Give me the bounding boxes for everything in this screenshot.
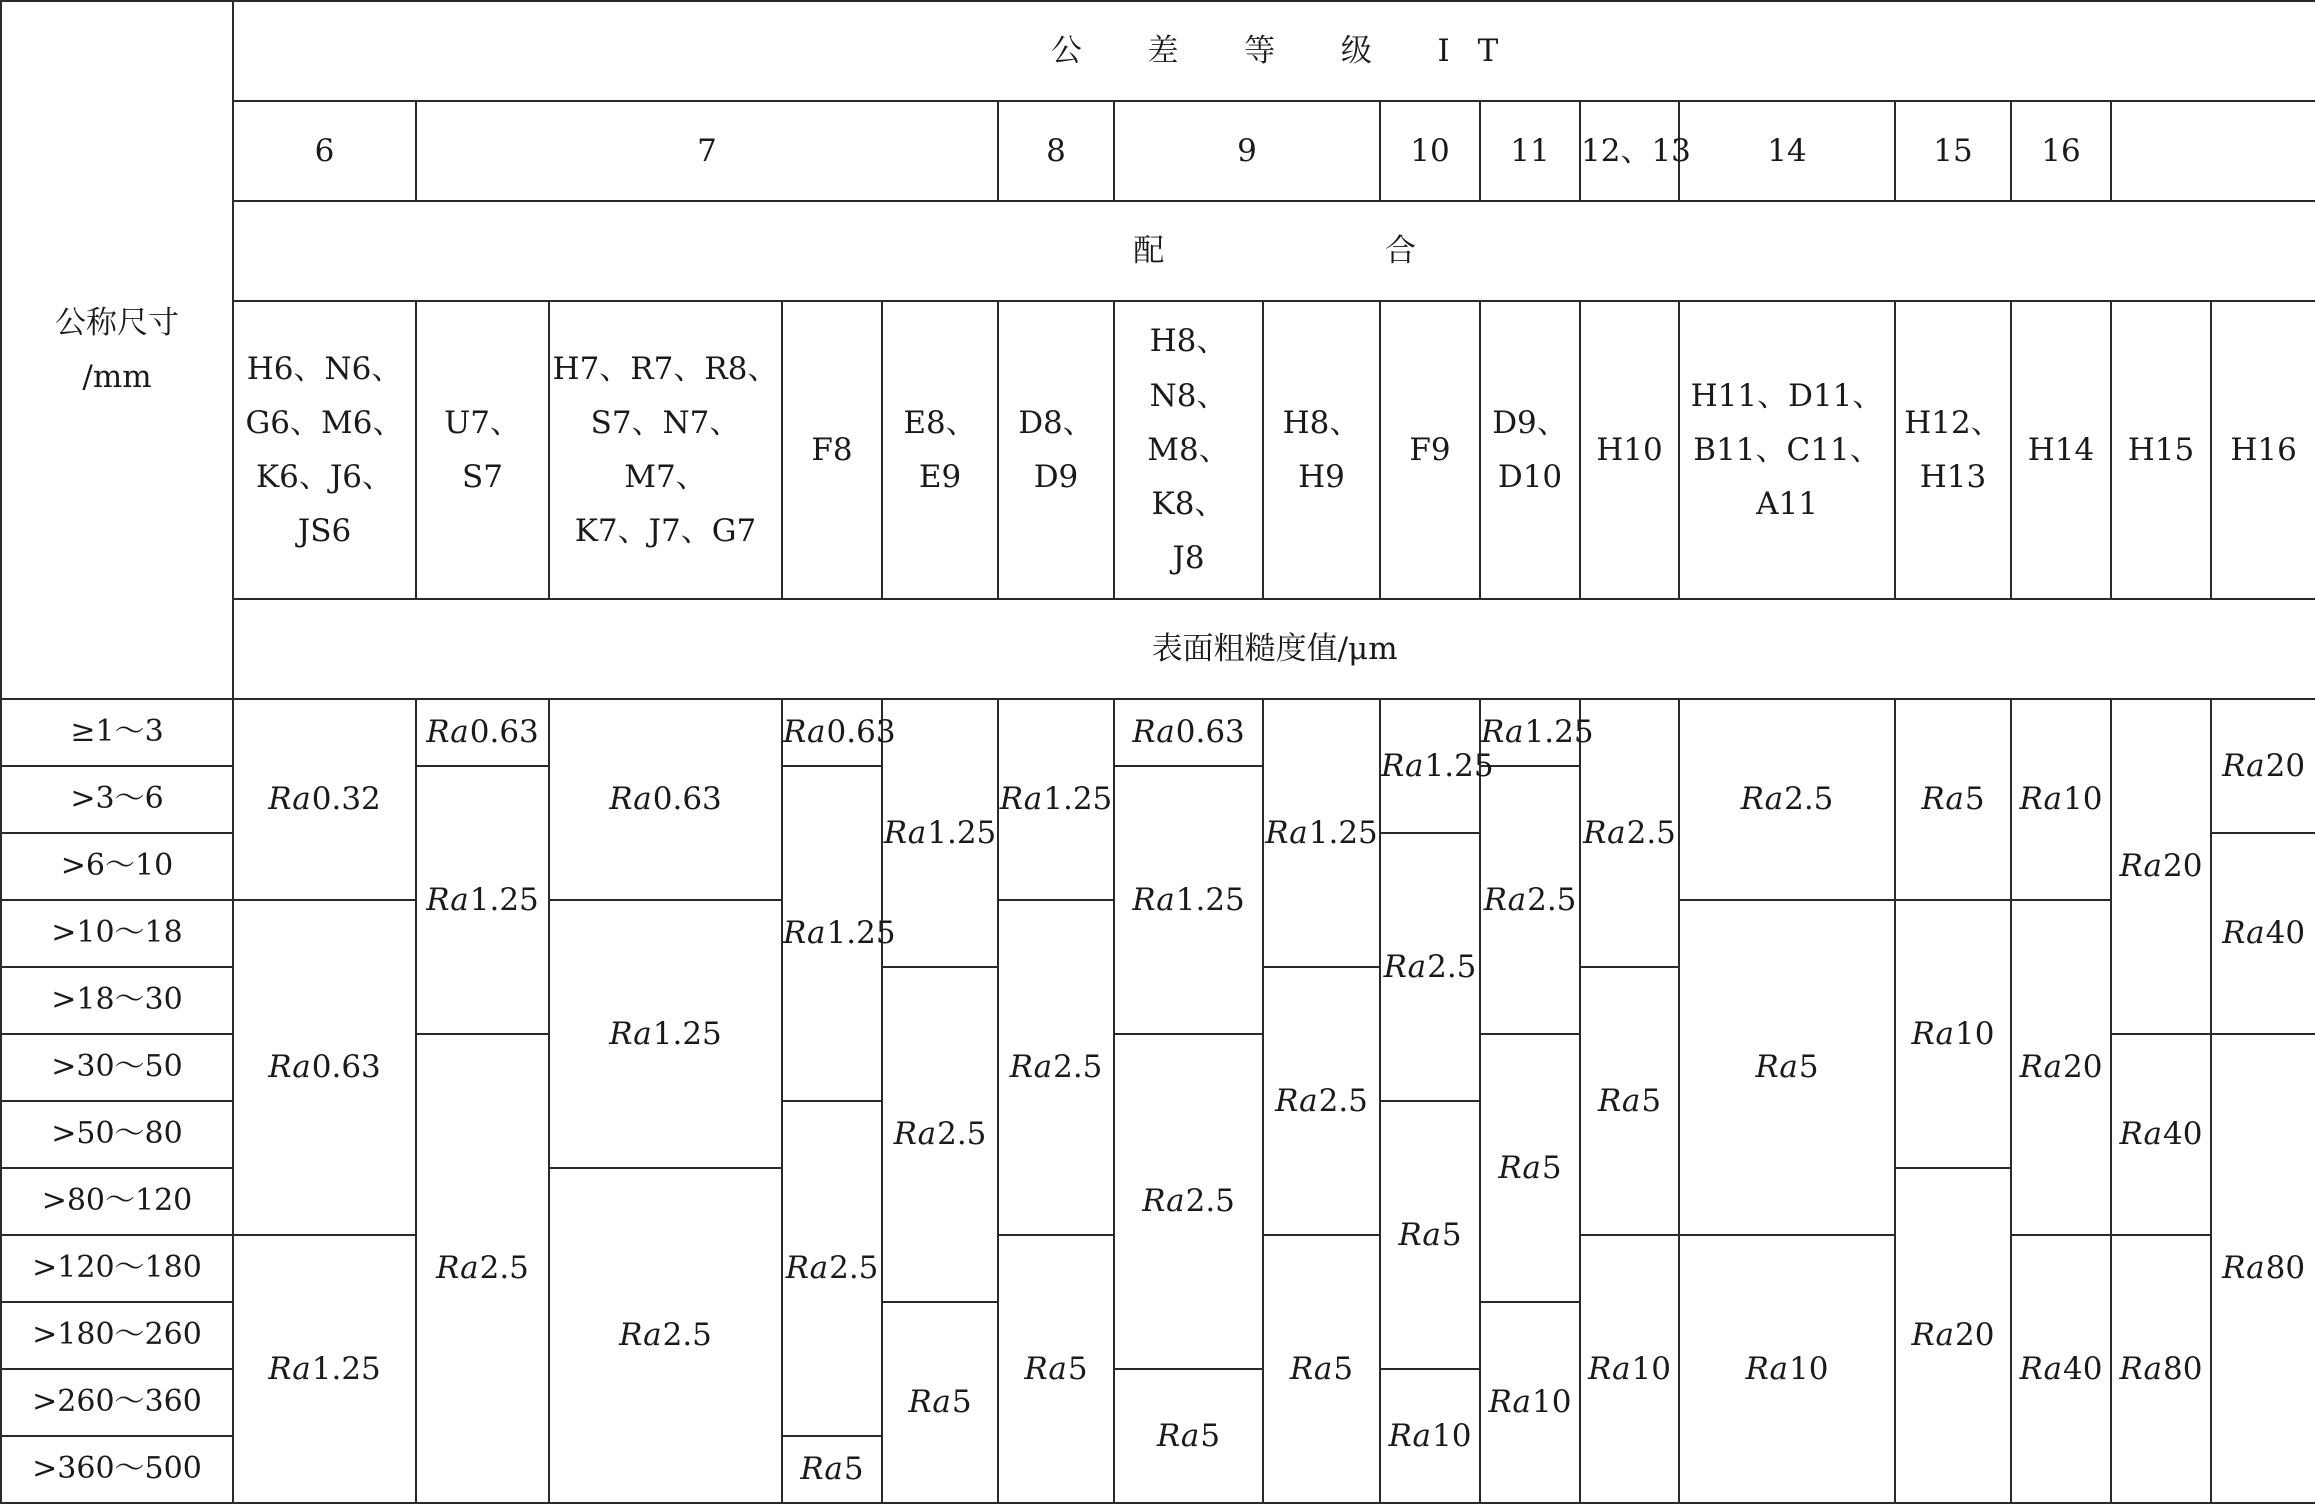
roughness-value: 2.5 <box>829 1250 879 1287</box>
nominal-size-label: 公称尺寸 <box>55 304 179 341</box>
roughness-cell <box>2011 1235 2111 1503</box>
roughness-value: 40 <box>2063 1350 2103 1387</box>
roughness-cell <box>233 900 416 1235</box>
ra-symbol: Ra <box>1911 1317 1955 1354</box>
ra-symbol: Ra <box>1921 781 1964 818</box>
roughness-cell <box>1114 1369 1263 1503</box>
size-range-cell: >120～180 <box>1 1235 233 1302</box>
roughness-value: 2.5 <box>1427 948 1477 985</box>
roughness-cell <box>1480 1034 1580 1302</box>
size-range-cell: >80～120 <box>1 1168 233 1235</box>
roughness-value: 1.25 <box>1424 747 1494 784</box>
fit-cell: H12、 H13 <box>1895 301 2011 599</box>
roughness-value: 80 <box>2163 1350 2203 1387</box>
header-row-fit-codes <box>1 301 2315 599</box>
header-row-roughness <box>1 599 2315 699</box>
header-row-grade <box>1 1 2315 101</box>
roughness-value: 10 <box>1631 1350 1671 1387</box>
roughness-cell <box>549 1168 782 1503</box>
it-grade-cell: 6 <box>233 101 416 201</box>
roughness-cell <box>782 699 896 766</box>
roughness-cell <box>1580 699 1679 967</box>
roughness-header <box>233 599 2315 699</box>
roughness-cell <box>1480 699 1594 766</box>
roughness-cell <box>416 766 549 1034</box>
ra-symbol: Ra <box>1481 714 1524 751</box>
roughness-cell <box>1263 699 1380 967</box>
fit-cell: D8、 D9 <box>998 301 1114 599</box>
fit-header <box>233 201 2315 301</box>
roughness-cell <box>882 967 998 1302</box>
size-range-cell: >18～30 <box>1 967 233 1034</box>
roughness-cell <box>2111 699 2211 1034</box>
roughness-cell <box>416 1034 549 1503</box>
roughness-cell <box>233 1235 416 1503</box>
ra-symbol: Ra <box>2019 1049 2063 1086</box>
roughness-cell <box>2111 1034 2211 1235</box>
roughness-cell <box>1895 900 2011 1168</box>
fit-cell: H16 <box>2211 301 2315 599</box>
roughness-value: 10 <box>1532 1384 1572 1421</box>
roughness-value: 1.25 <box>1308 814 1378 851</box>
roughness-cell <box>998 1235 1114 1503</box>
tolerance-grade-header <box>233 1 2315 101</box>
ra-symbol: Ra <box>609 1015 652 1052</box>
roughness-value: 2.5 <box>1626 814 1676 851</box>
ra-symbol: Ra <box>1597 1082 1641 1119</box>
size-range-cell: >260～360 <box>1 1369 233 1436</box>
roughness-cell <box>1380 699 1494 833</box>
ra-symbol: Ra <box>785 1250 829 1287</box>
size-range-cell: >10～18 <box>1 900 233 967</box>
header-row-fit <box>1 201 2315 301</box>
roughness-value: 2.5 <box>479 1250 529 1287</box>
ra-symbol: Ra <box>268 781 311 818</box>
roughness-value: 20 <box>2265 747 2306 784</box>
ra-symbol: Ra <box>2119 1350 2163 1387</box>
roughness-value: 20 <box>2163 848 2203 885</box>
roughness-cell <box>416 699 549 766</box>
roughness-value: 0.63 <box>826 714 896 751</box>
roughness-value: 2.5 <box>937 1116 987 1153</box>
roughness-value: 5 <box>1798 1049 1819 1086</box>
roughness-cell <box>1480 766 1580 1034</box>
fit-cell: H8、 H9 <box>1263 301 1380 599</box>
ra-symbol: Ra <box>1009 1049 1053 1086</box>
ra-symbol: Ra <box>893 1116 937 1153</box>
roughness-cell <box>882 699 998 967</box>
roughness-cell <box>2211 699 2315 833</box>
fit-cell: H7、R7、R8、 S7、N7、M7、 K7、J7、G7 <box>549 301 782 599</box>
fit-cell: H11、D11、 B11、C11、 A11 <box>1679 301 1895 599</box>
roughness-cell <box>1895 699 2011 900</box>
fit-cell: E8、 E9 <box>882 301 998 599</box>
roughness-value: 0.63 <box>469 714 539 751</box>
header-row-it <box>1 101 2315 201</box>
ra-symbol: Ra <box>1024 1350 1067 1387</box>
roughness-value: 20 <box>2063 1049 2103 1086</box>
it-grade-cell: 10 <box>1380 101 1480 201</box>
roughness-value: 10 <box>1432 1417 1472 1454</box>
roughness-value: 0.63 <box>311 1049 381 1086</box>
roughness-cell <box>1114 1034 1263 1369</box>
ra-symbol: Ra <box>2222 1250 2265 1287</box>
roughness-cell <box>1580 1235 1679 1503</box>
roughness-cell <box>1380 1369 1480 1503</box>
roughness-cell <box>1263 1235 1380 1503</box>
roughness-value: 2.5 <box>662 1317 712 1354</box>
roughness-cell <box>1679 900 1895 1235</box>
roughness-cell <box>782 766 896 1101</box>
roughness-cell <box>1679 1235 1895 1503</box>
tolerance-grade-label: 公 差 等 级 IT <box>1050 32 1527 69</box>
roughness-value: 1.25 <box>311 1350 381 1387</box>
fit-cell: H14 <box>2011 301 2111 599</box>
ra-symbol: Ra <box>1740 781 1784 818</box>
roughness-value: 1.25 <box>826 915 896 952</box>
ra-symbol: Ra <box>268 1049 311 1086</box>
roughness-cell <box>549 699 782 900</box>
ra-symbol: Ra <box>2019 781 2063 818</box>
roughness-value: 1.25 <box>1524 714 1594 751</box>
roughness-value: 1.25 <box>1175 881 1245 918</box>
roughness-value: 2.5 <box>1318 1082 1368 1119</box>
fit-cell: D9、 D10 <box>1480 301 1580 599</box>
roughness-label: 表面粗糙度值/μm <box>1151 630 1398 667</box>
roughness-cell <box>1679 699 1895 900</box>
roughness-value: 5 <box>1200 1417 1221 1454</box>
roughness-value: 5 <box>1333 1350 1354 1387</box>
ra-symbol: Ra <box>2119 1116 2163 1153</box>
ra-symbol: Ra <box>426 714 469 751</box>
ra-symbol: Ra <box>1265 814 1308 851</box>
roughness-value: 2.5 <box>1053 1049 1103 1086</box>
roughness-cell <box>1114 766 1263 1034</box>
roughness-cell <box>1380 1101 1480 1369</box>
roughness-value: 40 <box>2163 1116 2203 1153</box>
ra-symbol: Ra <box>1275 1082 1318 1119</box>
ra-symbol: Ra <box>1289 1350 1333 1387</box>
roughness-value: 10 <box>2063 781 2103 818</box>
it-grade-cell: 14 <box>1679 101 1895 201</box>
it-grade-cell: 12、13 <box>1580 101 1679 201</box>
roughness-value: 40 <box>2265 915 2306 952</box>
ra-symbol: Ra <box>1755 1049 1798 1086</box>
roughness-cell <box>2011 699 2111 900</box>
roughness-cell <box>998 900 1114 1235</box>
ra-symbol: Ra <box>1383 948 1427 985</box>
roughness-cell <box>1480 1302 1580 1503</box>
roughness-cell <box>1580 967 1679 1235</box>
it-grade-cell: 7 <box>416 101 998 201</box>
it-grade-cell: 16 <box>2011 101 2111 201</box>
fit-cell: H15 <box>2111 301 2211 599</box>
roughness-value: 5 <box>1964 781 1985 818</box>
ra-symbol: Ra <box>1745 1350 1789 1387</box>
fit-cell: F8 <box>782 301 882 599</box>
it-grade-cell: 15 <box>1895 101 2011 201</box>
nominal-size-header <box>1 1 233 699</box>
roughness-value: 10 <box>1955 1015 1995 1052</box>
ra-symbol: Ra <box>268 1350 311 1387</box>
roughness-cell <box>1114 699 1263 766</box>
ra-symbol: Ra <box>1583 814 1626 851</box>
roughness-cell <box>2011 900 2111 1235</box>
fit-cell: U7、 S7 <box>416 301 549 599</box>
ra-symbol: Ra <box>1498 1149 1541 1186</box>
fit-cell: H6、N6、 G6、M6、 K6、J6、 JS6 <box>233 301 416 599</box>
ra-symbol: Ra <box>783 915 826 952</box>
ra-symbol: Ra <box>1388 1417 1432 1454</box>
size-range-cell: ≥1～3 <box>1 699 233 766</box>
roughness-cell <box>1895 1168 2011 1503</box>
roughness-value: 5 <box>1641 1082 1662 1119</box>
ra-symbol: Ra <box>783 714 826 751</box>
it-grade-cell: 11 <box>1480 101 1580 201</box>
size-row <box>1 699 2315 766</box>
roughness-value: 2.5 <box>1185 1183 1235 1220</box>
roughness-cell <box>1263 967 1380 1235</box>
roughness-cell <box>2211 833 2315 1034</box>
ra-symbol: Ra <box>2222 747 2265 784</box>
ra-symbol: Ra <box>426 881 469 918</box>
roughness-value: 5 <box>951 1384 972 1421</box>
roughness-value: 5 <box>1441 1216 1462 1253</box>
fit-cell: H10 <box>1580 301 1679 599</box>
roughness-value: 1.25 <box>652 1015 722 1052</box>
size-range-cell: >180～260 <box>1 1302 233 1369</box>
roughness-value: 0.32 <box>311 781 381 818</box>
ra-symbol: Ra <box>1911 1015 1955 1052</box>
roughness-cell <box>998 699 1114 900</box>
ra-symbol: Ra <box>1132 881 1175 918</box>
roughness-value: 1.25 <box>927 814 997 851</box>
roughness-cell <box>549 900 782 1168</box>
roughness-cell <box>882 1302 998 1503</box>
roughness-cell <box>233 699 416 900</box>
ra-symbol: Ra <box>2019 1350 2063 1387</box>
roughness-value: 1.25 <box>469 881 539 918</box>
size-range-cell: >30～50 <box>1 1034 233 1101</box>
nominal-size-unit: /mm <box>82 359 152 395</box>
roughness-value: 5 <box>1067 1350 1088 1387</box>
ra-symbol: Ra <box>609 781 652 818</box>
roughness-value: 10 <box>1789 1350 1829 1387</box>
ra-symbol: Ra <box>1381 747 1424 784</box>
ra-symbol: Ra <box>1156 1417 1200 1454</box>
ra-symbol: Ra <box>999 781 1043 818</box>
roughness-value: 0.63 <box>652 781 722 818</box>
roughness-cell <box>2111 1235 2211 1503</box>
roughness-value: 20 <box>1955 1317 1995 1354</box>
ra-symbol: Ra <box>908 1384 951 1421</box>
ra-symbol: Ra <box>2119 848 2163 885</box>
roughness-value: 5 <box>843 1451 864 1488</box>
ra-symbol: Ra <box>1483 881 1527 918</box>
ra-symbol: Ra <box>1398 1216 1441 1253</box>
roughness-value: 1.25 <box>1043 781 1113 818</box>
roughness-cell <box>782 1101 882 1436</box>
roughness-cell <box>1380 833 1480 1101</box>
roughness-value: 5 <box>1541 1149 1562 1186</box>
ra-symbol: Ra <box>800 1451 843 1488</box>
roughness-value: 2.5 <box>1527 881 1577 918</box>
size-range-cell: >360～500 <box>1 1436 233 1503</box>
ra-symbol: Ra <box>1588 1350 1631 1387</box>
fit-cell: H8、N8、 M8、K8、 J8 <box>1114 301 1263 599</box>
it-grade-cell: 8 <box>998 101 1114 201</box>
ra-symbol: Ra <box>436 1250 479 1287</box>
size-range-cell: >6～10 <box>1 833 233 900</box>
ra-symbol: Ra <box>2222 915 2265 952</box>
fit-label: 配 合 <box>1133 232 1522 269</box>
ra-symbol: Ra <box>1142 1183 1185 1220</box>
ra-symbol: Ra <box>1488 1384 1532 1421</box>
ra-symbol: Ra <box>1132 714 1175 751</box>
fit-cell: F9 <box>1380 301 1480 599</box>
ra-symbol: Ra <box>619 1317 662 1354</box>
ra-symbol: Ra <box>883 814 927 851</box>
roughness-value: 2.5 <box>1784 781 1834 818</box>
size-range-cell: >3～6 <box>1 766 233 833</box>
roughness-value: 0.63 <box>1175 714 1245 751</box>
it-grade-cell: 9 <box>1114 101 1380 201</box>
roughness-value: 80 <box>2265 1250 2306 1287</box>
size-range-cell: >50～80 <box>1 1101 233 1168</box>
roughness-cell <box>2211 1034 2315 1503</box>
